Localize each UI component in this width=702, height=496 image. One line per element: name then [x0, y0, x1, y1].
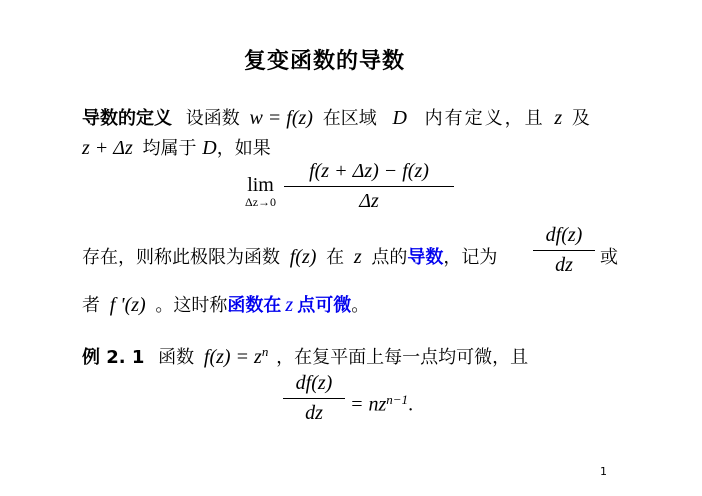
- example-derivative: [283, 372, 345, 425]
- line3-fz: f(z): [289, 246, 317, 268]
- def-text-a: 设函数: [185, 108, 240, 129]
- line4-text-c: 。: [351, 295, 370, 316]
- example-bar: [283, 398, 345, 399]
- quotient-numerator: f(z + Δz) − f(z): [309, 160, 429, 182]
- def-text-e: 均属于: [142, 138, 197, 159]
- rhs-text: = nz: [350, 393, 387, 416]
- domain-symbol-2: D: [202, 137, 217, 159]
- example-rhs: [350, 392, 413, 416]
- lim-label: lim: [247, 174, 274, 196]
- def-text-c: 内有定义，且: [424, 108, 545, 129]
- f-prime: f '(z): [109, 294, 146, 316]
- example-text-b: ，在复平面上每一点均可微，且: [276, 347, 529, 368]
- rhs-period: .: [408, 393, 414, 416]
- z-plus-dz: z + Δz: [82, 137, 133, 159]
- differentiable-text-b: 点可微: [297, 295, 352, 316]
- example-function: f(z) = z: [203, 346, 262, 368]
- differentiable-text-a: 函数在: [227, 295, 282, 316]
- quotient-denominator: Δz: [359, 190, 379, 212]
- line3-text-c: 点的: [371, 247, 408, 268]
- derivative-notation: [533, 224, 595, 277]
- differentiable-z: z: [285, 294, 294, 316]
- def-text-f: ，如果: [216, 138, 271, 159]
- example-numerator: df(z): [295, 372, 333, 394]
- line3-z: z: [353, 246, 362, 268]
- example-text-a: 函数: [158, 347, 195, 368]
- line3-text-a: 存在，则称此极限为函数: [82, 247, 280, 268]
- notation-denominator: dz: [555, 254, 573, 276]
- line4-text-b: 。这时称: [155, 295, 228, 316]
- rhs-exponent: n−1: [386, 392, 409, 407]
- line4-text-a: 者: [82, 295, 100, 316]
- limit-operator: [245, 174, 276, 210]
- notation-bar: [533, 250, 595, 251]
- notation-numerator: df(z): [545, 224, 583, 246]
- definition-line-1: [82, 104, 590, 130]
- definition-line-4: [82, 291, 369, 317]
- line3-text-d: ，记为: [443, 247, 498, 268]
- domain-symbol: D: [392, 107, 407, 129]
- z-symbol: z: [554, 107, 563, 129]
- line3-text-e: 或: [600, 247, 618, 268]
- function-expression: w = f(z): [249, 107, 313, 129]
- example-denominator: dz: [305, 402, 323, 424]
- example-exponent: n: [261, 344, 269, 359]
- line3-text-b: 在: [326, 247, 345, 268]
- def-text-d: 及: [571, 108, 590, 129]
- fraction-bar: [284, 186, 454, 187]
- difference-quotient: [284, 160, 454, 213]
- definition-heading: 导数的定义: [82, 108, 172, 129]
- def-text-b: 在区域: [322, 108, 377, 129]
- differentiable-term: [227, 295, 351, 316]
- definition-line-2: [82, 134, 271, 160]
- derivative-term: 导数: [407, 247, 444, 268]
- page-number: 1: [600, 465, 607, 478]
- definition-line-3: [82, 243, 497, 269]
- example-line: [82, 343, 528, 369]
- page-title: 复变函数的导数: [244, 49, 406, 74]
- example-label: 例 2. 1: [82, 347, 145, 368]
- lim-subscript: Δz→0: [245, 195, 277, 209]
